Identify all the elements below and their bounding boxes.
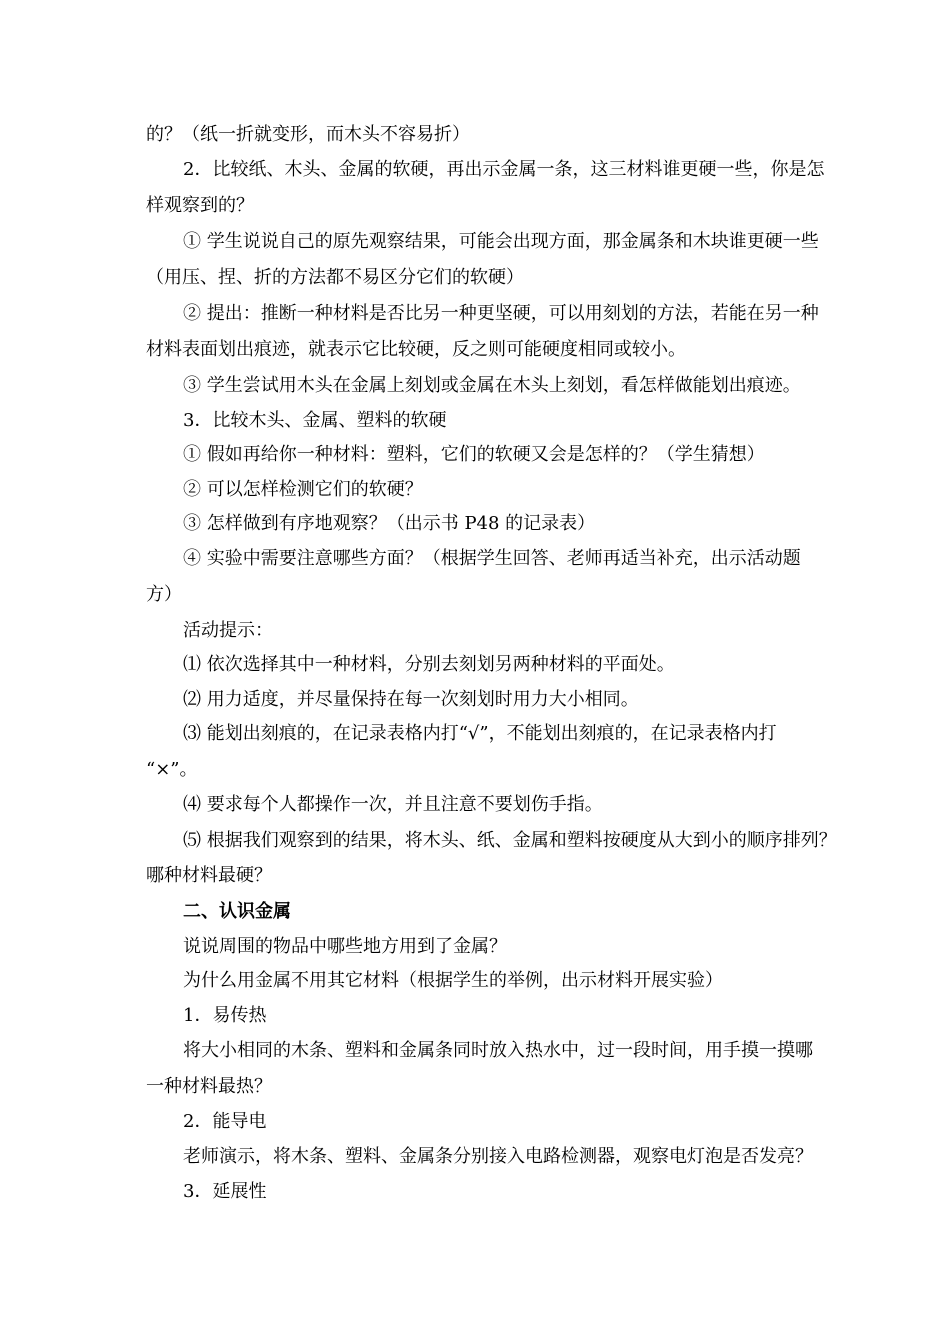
paragraph-line: 将大小相同的木条、塑料和金属条同时放入热水中，过一段时间，用手摸一摸哪: [183, 1040, 813, 1061]
paragraph-line: 哪种材料最硬？: [146, 865, 272, 886]
paragraph-line: 材料表面划出痕迹，就表示它比较硬，反之则可能硬度相同或较小。: [146, 339, 686, 360]
paragraph-line: ⑷ 要求每个人都操作一次，并且注意不要划伤手指。: [183, 794, 603, 815]
paragraph-line: ① 假如再给你一种材料：塑料，它们的软硬又会是怎样的？（学生猜想）: [183, 444, 765, 465]
paragraph-line: “×”。: [146, 759, 198, 780]
paragraph-line: 3．比较木头、金属、塑料的软硬: [183, 410, 447, 431]
paragraph-line: 说说周围的物品中哪些地方用到了金属？: [183, 936, 507, 957]
paragraph-line: ① 学生说说自己的原先观察结果，可能会出现方面，那金属条和木块谁更硬一些: [183, 231, 819, 252]
paragraph-line: ⑴ 依次选择其中一种材料，分别去刻划另两种材料的平面处。: [183, 654, 675, 675]
paragraph-line: 方）: [146, 584, 182, 605]
paragraph-line: 为什么用金属不用其它材料（根据学生的举例，出示材料开展实验）: [183, 970, 723, 991]
paragraph-line: 的？（纸一折就变形，而木头不容易折）: [146, 124, 470, 145]
paragraph-line: 活动提示：: [183, 620, 273, 641]
paragraph-line: ⑶ 能划出刻痕的，在记录表格内打“√”，不能划出刻痕的，在记录表格内打: [183, 723, 777, 744]
paragraph-line: ② 可以怎样检测它们的软硬？: [183, 479, 423, 500]
paragraph-line: ③ 怎样做到有序地观察？（出示书 P48 的记录表）: [183, 513, 596, 534]
paragraph-line: 1．易传热: [183, 1005, 267, 1026]
section-heading: 二、认识金属: [183, 901, 291, 922]
paragraph-line: ⑸ 根据我们观察到的结果，将木头、纸、金属和塑料按硬度从大到小的顺序排列？: [183, 830, 837, 851]
paragraph-line: 3．延展性: [183, 1181, 267, 1202]
paragraph-line: 2．比较纸、木头、金属的软硬，再出示金属一条，这三材料谁更硬一些，你是怎: [183, 159, 825, 180]
paragraph-line: 一种材料最热？: [146, 1076, 272, 1097]
paragraph-line: 老师演示，将木条、塑料、金属条分别接入电路检测器，观察电灯泡是否发亮？: [183, 1146, 813, 1167]
paragraph-line: ⑵ 用力适度，并尽量保持在每一次刻划时用力大小相同。: [183, 689, 639, 710]
paragraph-line: ④ 实验中需要注意哪些方面？（根据学生回答、老师再适当补充，出示活动题: [183, 548, 801, 569]
paragraph-line: ② 提出：推断一种材料是否比另一种更坚硬，可以用刻划的方法，若能在另一种: [183, 303, 819, 324]
paragraph-line: （用压、捏、折的方法都不易区分它们的软硬）: [146, 267, 524, 288]
paragraph-line: ③ 学生尝试用木头在金属上刻划或金属在木头上刻划，看怎样做能划出痕迹。: [183, 375, 801, 396]
paragraph-line: 2．能导电: [183, 1111, 267, 1132]
paragraph-line: 样观察到的？: [146, 195, 254, 216]
